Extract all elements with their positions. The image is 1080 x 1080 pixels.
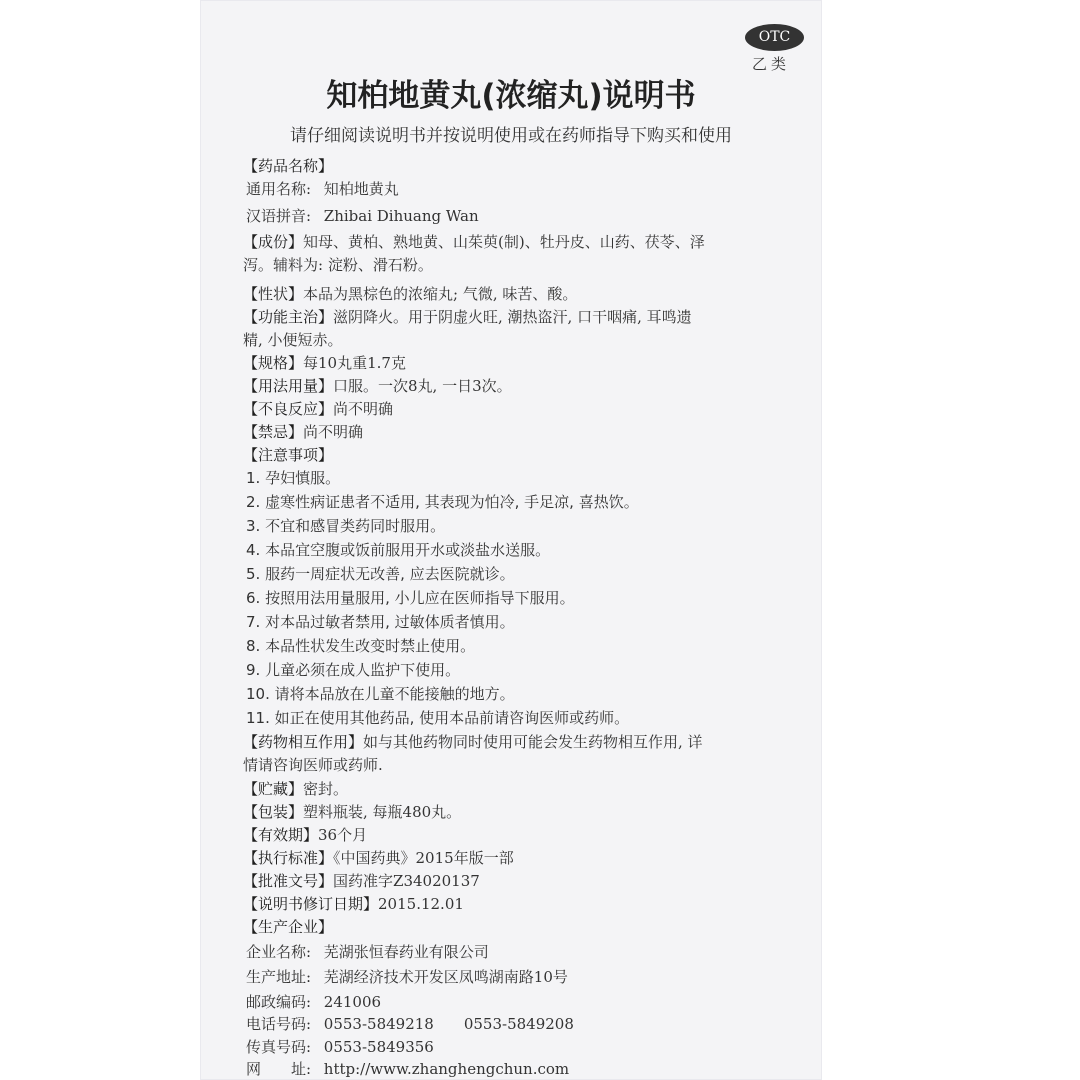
pinyin-value: Zhibai Dihuang Wan <box>323 207 479 225</box>
address-label: 生产地址: <box>246 968 312 986</box>
otc-class-label: 乙类 <box>752 55 791 73</box>
precaution-item: 4. 本品宜空腹或饭前服用开水或淡盐水送服。 <box>246 541 551 559</box>
section-heading-dosage: 【用法用量】 <box>243 377 334 395</box>
precaution-item: 7. 对本品过敏者禁用, 过敏体质者慎用。 <box>246 613 515 631</box>
dosage-text: 口服。一次8丸, 一日3次。 <box>333 377 512 395</box>
precaution-item: 9. 儿童必须在成人监护下使用。 <box>246 661 461 679</box>
generic-name-line <box>246 178 806 200</box>
generic-name-label: 通用名称: <box>246 180 312 198</box>
generic-name-value: 知柏地黄丸 <box>323 180 399 198</box>
section-heading-interactions: 【药物相互作用】 <box>243 733 364 751</box>
indications-line <box>243 306 803 328</box>
zip-label: 邮政编码: <box>246 993 312 1011</box>
address-value: 芜湖经济技术开发区凤鸣湖南路10号 <box>323 968 568 986</box>
website-value: http://www.zhanghengchun.com <box>323 1060 570 1078</box>
precaution-item: 1. 孕妇慎服。 <box>246 469 341 487</box>
section-heading-package: 【包装】 <box>243 803 304 821</box>
section-heading-adverse: 【不良反应】 <box>243 400 334 418</box>
zip-line <box>246 991 806 1013</box>
precaution-item: 8. 本品性状发生改变时禁止使用。 <box>246 637 476 655</box>
fax-line <box>246 1036 806 1058</box>
precaution-item: 5. 服药一周症状无改善, 应去医院就诊。 <box>246 565 515 583</box>
section-heading-description: 【性状】 <box>243 285 304 303</box>
fax-label: 传真号码: <box>246 1038 312 1056</box>
interactions-text-1: 如与其他药物同时使用可能会发生药物相互作用, 详 <box>363 733 703 751</box>
pinyin-line <box>246 205 806 227</box>
approval-text: 国药准字Z34020137 <box>333 872 480 890</box>
revision-line <box>243 893 803 915</box>
precaution-item: 11. 如正在使用其他药品, 使用本品前请咨询医师或药师。 <box>246 709 630 727</box>
standard-line <box>243 847 803 869</box>
precaution-item: 10. 请将本品放在儿童不能接触的地方。 <box>246 685 515 703</box>
section-heading-manufacturer: 【生产企业】 <box>243 918 334 936</box>
phone-value-1: 0553-5849218 <box>323 1015 434 1033</box>
validity-line <box>243 824 803 846</box>
standard-text: 《中国药典》2015年版一部 <box>333 849 514 867</box>
website-line <box>246 1058 806 1080</box>
contra-text: 尚不明确 <box>303 423 364 441</box>
section-heading-spec: 【规格】 <box>243 354 304 372</box>
indications-text-1: 滋阴降火。用于阴虚火旺, 潮热盗汗, 口干咽痛, 耳鸣遗 <box>333 308 692 326</box>
phone-line <box>246 1013 806 1035</box>
storage-text: 密封。 <box>303 780 349 798</box>
precaution-item: 3. 不宜和感冒类药同时服用。 <box>246 517 446 535</box>
section-heading-indications: 【功能主治】 <box>243 308 334 326</box>
zip-value: 241006 <box>323 993 382 1011</box>
precaution-item: 2. 虚寒性病证患者不适用, 其表现为怕冷, 手足凉, 喜热饮。 <box>246 493 639 511</box>
pinyin-label: 汉语拼音: <box>246 207 312 225</box>
phone-value-2: 0553-5849208 <box>463 1015 574 1033</box>
company-name-line <box>246 941 806 963</box>
dosage-line <box>243 375 803 397</box>
approval-line <box>243 870 803 892</box>
precaution-item: 6. 按照用法用量服用, 小儿应在医师指导下服用。 <box>246 589 575 607</box>
section-heading-drug-name: 【药品名称】 <box>243 157 334 175</box>
section-heading-validity: 【有效期】 <box>243 826 319 844</box>
ingredients-text-1: 知母、黄柏、熟地黄、山茱萸(制)、牡丹皮、山药、茯苓、泽 <box>303 233 705 251</box>
ingredients-text-2: 泻。辅料为: 淀粉、滑石粉。 <box>243 256 433 274</box>
spec-line <box>243 352 803 374</box>
company-name-value: 芜湖张恒春药业有限公司 <box>323 943 489 961</box>
revision-text: 2015.12.01 <box>378 895 464 913</box>
description-text: 本品为黑棕色的浓缩丸; 气微, 味苦、酸。 <box>303 285 578 303</box>
section-heading-storage: 【贮藏】 <box>243 780 304 798</box>
indications-text-2: 精, 小便短赤。 <box>243 331 343 349</box>
interactions-line <box>243 731 803 753</box>
package-line <box>243 801 803 823</box>
section-heading-contraindications: 【禁忌】 <box>243 423 304 441</box>
interactions-text-2: 情请咨询医师或药师. <box>243 756 383 774</box>
website-label: 网 址: <box>246 1060 312 1078</box>
phone-label: 电话号码: <box>246 1015 312 1033</box>
validity-text: 36个月 <box>318 826 368 844</box>
otc-badge: OTC <box>745 24 804 51</box>
adverse-line <box>243 398 803 420</box>
section-heading-precautions: 【注意事项】 <box>243 446 334 464</box>
description-line <box>243 283 803 305</box>
section-heading-approval: 【批准文号】 <box>243 872 334 890</box>
address-line <box>246 966 806 988</box>
section-heading-standard: 【执行标准】 <box>243 849 334 867</box>
ingredients-line <box>243 231 803 253</box>
document-subtitle: 请仔细阅读说明书并按说明使用或在药师指导下购买和使用 <box>290 126 732 146</box>
section-heading-ingredients: 【成份】 <box>243 233 304 251</box>
section-heading-revision: 【说明书修订日期】 <box>243 895 379 913</box>
storage-line <box>243 778 803 800</box>
document-title: 知柏地黄丸(浓缩丸)说明书 <box>326 78 696 114</box>
adverse-text: 尚不明确 <box>333 400 394 418</box>
package-text: 塑料瓶装, 每瓶480丸。 <box>303 803 462 821</box>
company-name-label: 企业名称: <box>246 943 312 961</box>
contra-line <box>243 421 803 443</box>
fax-value: 0553-5849356 <box>323 1038 434 1056</box>
spec-text: 每10丸重1.7克 <box>303 354 406 372</box>
